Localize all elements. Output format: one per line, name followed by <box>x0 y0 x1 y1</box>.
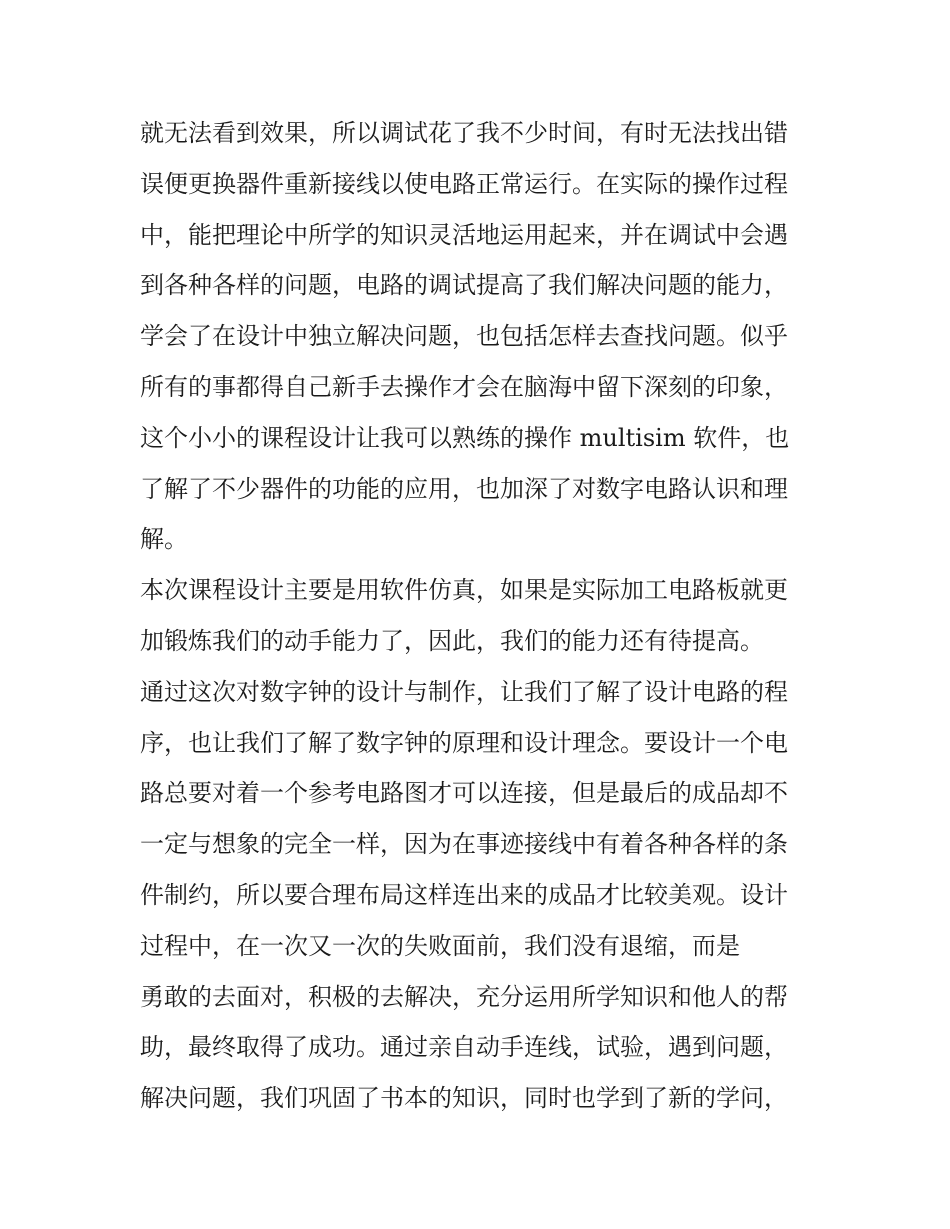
text-line: 解。 <box>140 525 188 554</box>
text-line: 勇敢的去面对，积极的去解决，充分运用所学知识和他人的帮 <box>140 982 788 1011</box>
text-line: 过程中，在一次又一次的失败面前，我们没有退缩，而是 <box>140 931 740 960</box>
text-line: 序，也让我们了解了数字钟的原理和设计理念。要设计一个电 <box>140 728 788 757</box>
text-line: 误便更换器件重新接线以使电路正常运行。在实际的操作过程 <box>140 169 788 198</box>
text-line: 一定与想象的完全一样，因为在事迹接线中有着各种各样的条 <box>140 830 788 859</box>
text-line: 到各种各样的问题，电路的调试提高了我们解决问题的能力， <box>140 271 788 300</box>
text-line: 助，最终取得了成功。通过亲自动手连线，试验，遇到问题， <box>140 1033 788 1062</box>
text-line: 本次课程设计主要是用软件仿真，如果是实际加工电路板就更 <box>140 576 788 605</box>
body-text <box>140 108 820 1124</box>
text-line: 件制约，所以要合理布局这样连出来的成品才比较美观。设计 <box>140 880 788 909</box>
text-line: 就无法看到效果，所以调试花了我不少时间，有时无法找出错 <box>140 119 788 147</box>
text-line: 路总要对着一个参考电路图才可以连接，但是最后的成品却不 <box>140 779 788 808</box>
text-line: 这个小小的课程设计让我可以熟练的操作 multisim 软件，也 <box>140 423 790 452</box>
text-line: 加锻炼我们的动手能力了，因此，我们的能力还有待提高。 <box>140 626 764 655</box>
text-line: 所有的事都得自己新手去操作才会在脑海中留下深刻的印象， <box>140 372 788 401</box>
text-line: 了解了不少器件的功能的应用，也加深了对数字电路认识和理 <box>140 474 788 503</box>
text-line: 中，能把理论中所学的知识灵活地运用起来，并在调试中会遇 <box>140 220 788 249</box>
text-line: 通过这次对数字钟的设计与制作，让我们了解了设计电路的程 <box>140 677 788 706</box>
text-line: 解决问题，我们巩固了书本的知识，同时也学到了新的学问， <box>140 1084 788 1113</box>
text-line: 学会了在设计中独立解决问题，也包括怎样去查找问题。似乎 <box>140 322 788 351</box>
